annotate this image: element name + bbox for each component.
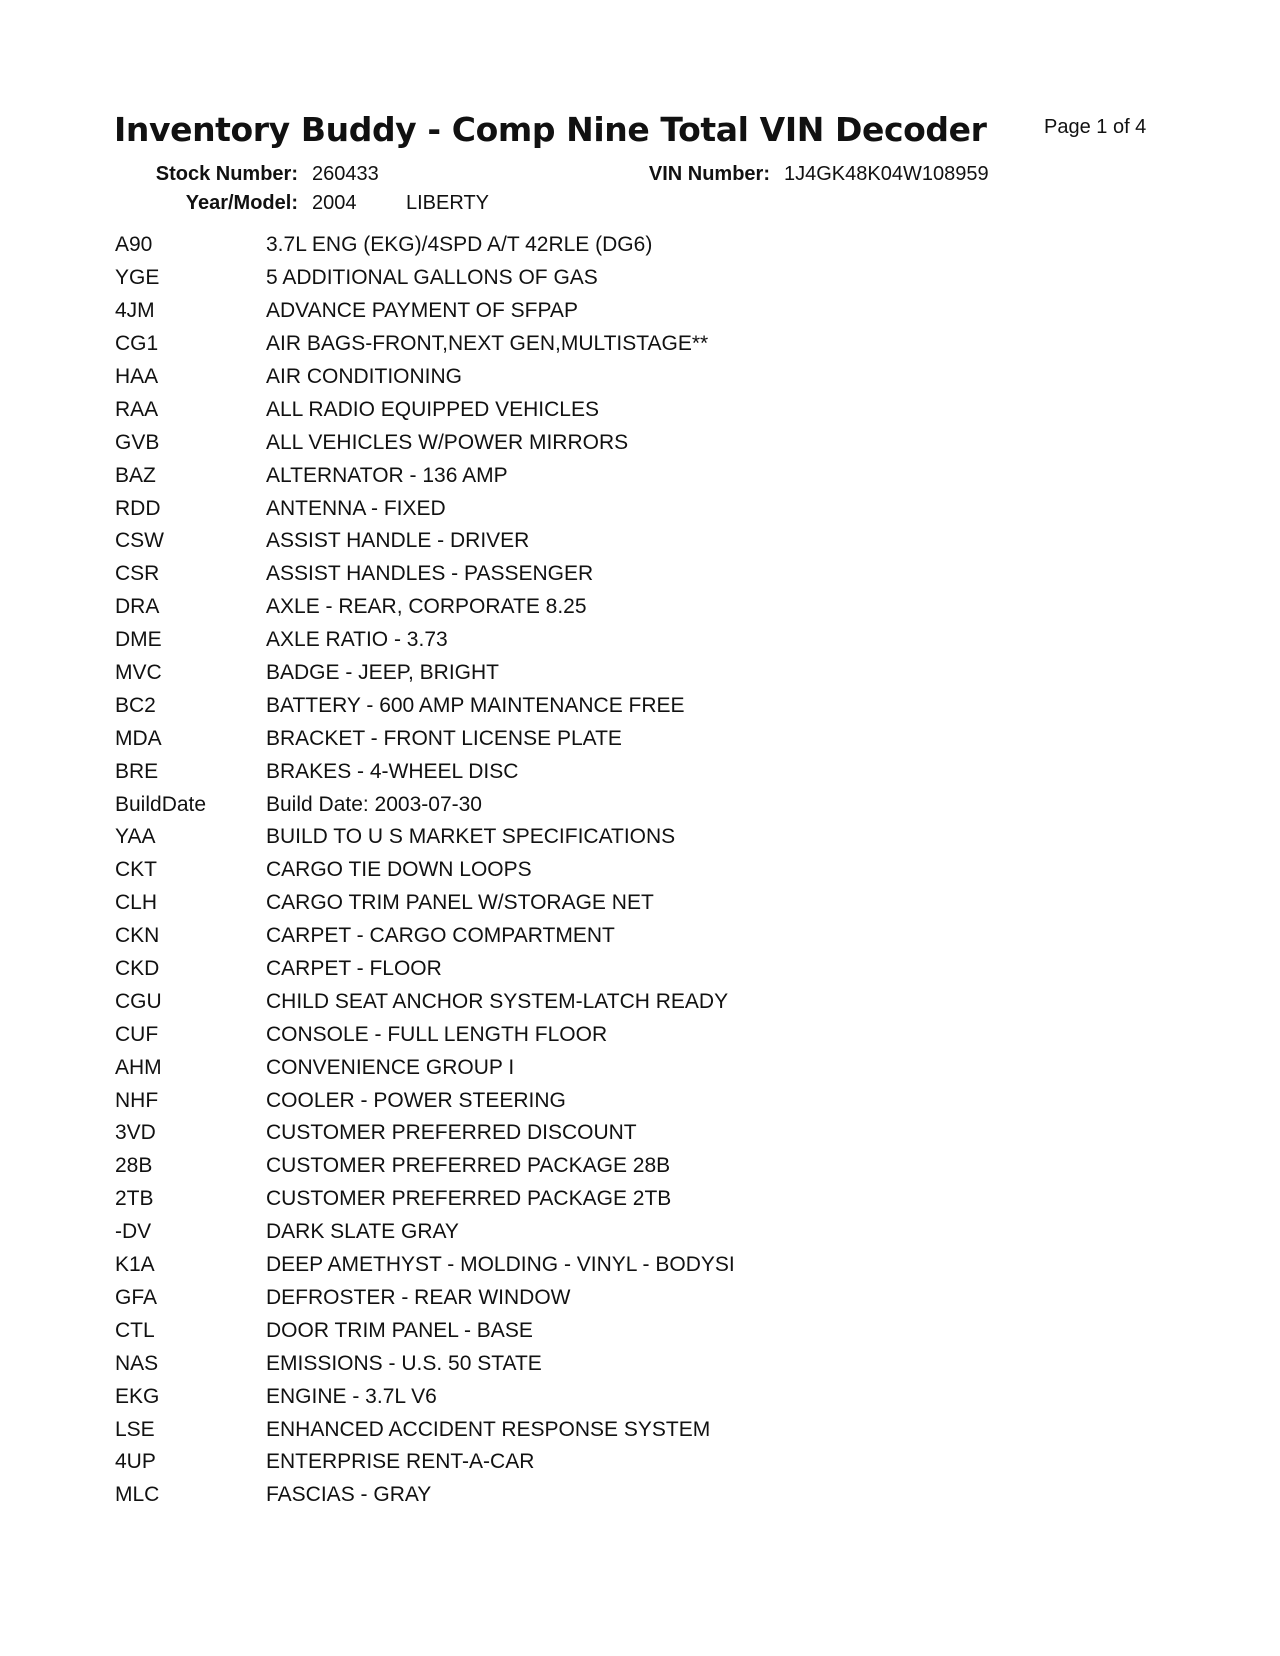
option-description: CONVENIENCE GROUP I bbox=[266, 1055, 515, 1079]
option-row bbox=[115, 1018, 735, 1051]
option-code: YAA bbox=[115, 825, 156, 849]
option-code: MVC bbox=[115, 661, 162, 685]
option-description: COOLER - POWER STEERING bbox=[266, 1088, 566, 1112]
option-row bbox=[115, 1282, 735, 1315]
option-row bbox=[115, 591, 735, 624]
option-description: ENHANCED ACCIDENT RESPONSE SYSTEM bbox=[266, 1417, 711, 1441]
option-code: BC2 bbox=[115, 693, 156, 717]
option-description: 3.7L ENG (EKG)/4SPD A/T 42RLE (DG6) bbox=[266, 233, 653, 257]
option-row bbox=[115, 1413, 735, 1446]
option-description: CUSTOMER PREFERRED PACKAGE 28B bbox=[266, 1154, 671, 1178]
option-code: MDA bbox=[115, 726, 162, 750]
option-row bbox=[115, 229, 735, 262]
option-row bbox=[115, 1183, 735, 1216]
model-value: LIBERTY bbox=[406, 192, 489, 214]
option-description: CARGO TRIM PANEL W/STORAGE NET bbox=[266, 891, 654, 915]
option-description: AIR BAGS-FRONT,NEXT GEN,MULTISTAGE** bbox=[266, 332, 709, 356]
option-row bbox=[115, 459, 735, 492]
option-description: AIR CONDITIONING bbox=[266, 365, 463, 388]
option-code: RAA bbox=[115, 397, 159, 421]
option-code: DRA bbox=[115, 595, 160, 619]
option-row bbox=[115, 1380, 735, 1413]
option-row bbox=[115, 953, 735, 986]
option-code: RDD bbox=[115, 496, 161, 520]
option-code: NHF bbox=[115, 1088, 159, 1112]
year-value: 2004 bbox=[312, 192, 357, 214]
option-description: FASCIAS - GRAY bbox=[266, 1483, 432, 1507]
option-description: ENTERPRISE RENT-A-CAR bbox=[266, 1450, 535, 1474]
option-code: A90 bbox=[115, 233, 153, 257]
option-description: DEFROSTER - REAR WINDOW bbox=[266, 1285, 571, 1309]
option-code: CLH bbox=[115, 891, 158, 915]
option-description: BRAKES - 4-WHEEL DISC bbox=[266, 759, 519, 783]
option-row bbox=[115, 1249, 735, 1282]
option-row bbox=[115, 854, 735, 887]
option-code: YGE bbox=[115, 266, 160, 290]
option-code: GVB bbox=[115, 430, 160, 454]
option-description: ALTERNATOR - 136 AMP bbox=[266, 463, 508, 487]
option-code: LSE bbox=[115, 1417, 155, 1441]
option-code: CKD bbox=[115, 957, 160, 981]
option-row bbox=[115, 788, 735, 821]
option-row bbox=[115, 1314, 735, 1347]
option-description: AXLE - REAR, CORPORATE 8.25 bbox=[266, 595, 587, 619]
option-row bbox=[115, 887, 735, 920]
option-description: DARK SLATE GRAY bbox=[266, 1220, 459, 1244]
option-row bbox=[115, 1446, 735, 1479]
option-row bbox=[115, 1150, 735, 1183]
option-code: CKN bbox=[115, 924, 160, 948]
option-description: CUSTOMER PREFERRED PACKAGE 2TB bbox=[266, 1187, 672, 1211]
year-model-label: Year/Model: bbox=[185, 192, 298, 214]
option-description: Build Date: 2003-07-30 bbox=[266, 792, 482, 816]
option-description: BRACKET - FRONT LICENSE PLATE bbox=[266, 726, 622, 750]
option-code: CSW bbox=[115, 529, 164, 553]
option-description: ANTENNA - FIXED bbox=[266, 496, 446, 520]
option-row bbox=[115, 1479, 735, 1512]
option-row bbox=[115, 262, 735, 295]
option-row bbox=[115, 755, 735, 788]
option-row bbox=[115, 393, 735, 426]
option-code: NAS bbox=[115, 1351, 159, 1375]
option-code: 2TB bbox=[115, 1187, 154, 1211]
page-number: Page 1 of 4 bbox=[1044, 116, 1147, 138]
option-row bbox=[115, 722, 735, 755]
option-code: CG1 bbox=[115, 332, 159, 356]
option-code: CUF bbox=[115, 1022, 159, 1046]
option-description: ASSIST HANDLES - PASSENGER bbox=[266, 562, 594, 586]
option-description: ADVANCE PAYMENT OF SFPAP bbox=[266, 299, 578, 323]
vin-number-label: VIN Number: bbox=[648, 163, 770, 185]
option-code: AHM bbox=[115, 1055, 162, 1079]
option-code: BAZ bbox=[115, 463, 156, 487]
option-code: EKG bbox=[115, 1384, 160, 1408]
option-description: CONSOLE - FULL LENGTH FLOOR bbox=[266, 1022, 608, 1046]
stock-number-label: Stock Number: bbox=[155, 163, 298, 185]
option-description: CARPET - FLOOR bbox=[266, 957, 442, 981]
option-row bbox=[115, 492, 735, 525]
option-description: 5 ADDITIONAL GALLONS OF GAS bbox=[266, 266, 598, 290]
option-code: BRE bbox=[115, 759, 159, 783]
option-row bbox=[115, 525, 735, 558]
option-row bbox=[115, 1216, 735, 1249]
vin-number-value: 1J4GK48K04W108959 bbox=[784, 163, 989, 185]
option-code: CTL bbox=[115, 1318, 155, 1342]
option-code: 4JM bbox=[115, 299, 155, 323]
option-code: 4UP bbox=[115, 1450, 156, 1474]
option-description: ALL RADIO EQUIPPED VEHICLES bbox=[266, 397, 599, 421]
option-row bbox=[115, 1084, 735, 1117]
option-code-list bbox=[115, 229, 735, 1512]
option-code: DME bbox=[115, 628, 162, 652]
option-row bbox=[115, 985, 735, 1018]
option-code: CKT bbox=[115, 858, 157, 882]
option-row bbox=[115, 1051, 735, 1084]
option-description: CUSTOMER PREFERRED DISCOUNT bbox=[266, 1121, 637, 1145]
option-code: K1A bbox=[115, 1253, 155, 1277]
option-code: 28B bbox=[115, 1154, 153, 1178]
option-description: BADGE - JEEP, BRIGHT bbox=[266, 661, 499, 685]
option-row bbox=[115, 624, 735, 657]
option-code: -DV bbox=[115, 1220, 152, 1244]
option-description: AXLE RATIO - 3.73 bbox=[266, 628, 448, 652]
option-row bbox=[115, 1117, 735, 1150]
option-row bbox=[115, 1347, 735, 1380]
option-description: EMISSIONS - U.S. 50 STATE bbox=[266, 1351, 542, 1375]
option-code: CGU bbox=[115, 989, 162, 1013]
option-row bbox=[115, 361, 735, 394]
option-row bbox=[115, 328, 735, 361]
page-title: Inventory Buddy - Comp Nine Total VIN Decoder bbox=[114, 110, 987, 149]
option-description: CARGO TIE DOWN LOOPS bbox=[266, 858, 532, 882]
option-description: ENGINE - 3.7L V6 bbox=[266, 1384, 437, 1408]
option-row bbox=[115, 657, 735, 690]
option-code: MLC bbox=[115, 1483, 160, 1507]
stock-number-value: 260433 bbox=[312, 163, 379, 185]
option-description: CARPET - CARGO COMPARTMENT bbox=[266, 924, 615, 948]
option-row bbox=[115, 426, 735, 459]
option-description: DOOR TRIM PANEL - BASE bbox=[266, 1318, 533, 1342]
option-description: DEEP AMETHYST - MOLDING - VINYL - BODYSI bbox=[266, 1253, 735, 1277]
option-code: GFA bbox=[115, 1285, 158, 1309]
option-description: ALL VEHICLES W/POWER MIRRORS bbox=[266, 430, 629, 454]
option-code: CSR bbox=[115, 562, 160, 586]
option-code: HAA bbox=[115, 365, 159, 388]
option-description: BATTERY - 600 AMP MAINTENANCE FREE bbox=[266, 693, 685, 717]
option-row bbox=[115, 689, 735, 722]
option-row bbox=[115, 295, 735, 328]
option-row bbox=[115, 821, 735, 854]
option-description: BUILD TO U S MARKET SPECIFICATIONS bbox=[266, 825, 676, 849]
option-description: CHILD SEAT ANCHOR SYSTEM-LATCH READY bbox=[266, 989, 729, 1013]
option-description: ASSIST HANDLE - DRIVER bbox=[266, 529, 530, 553]
option-row bbox=[115, 558, 735, 591]
option-code: BuildDate bbox=[115, 792, 207, 816]
option-code: 3VD bbox=[115, 1121, 156, 1145]
option-row bbox=[115, 920, 735, 953]
